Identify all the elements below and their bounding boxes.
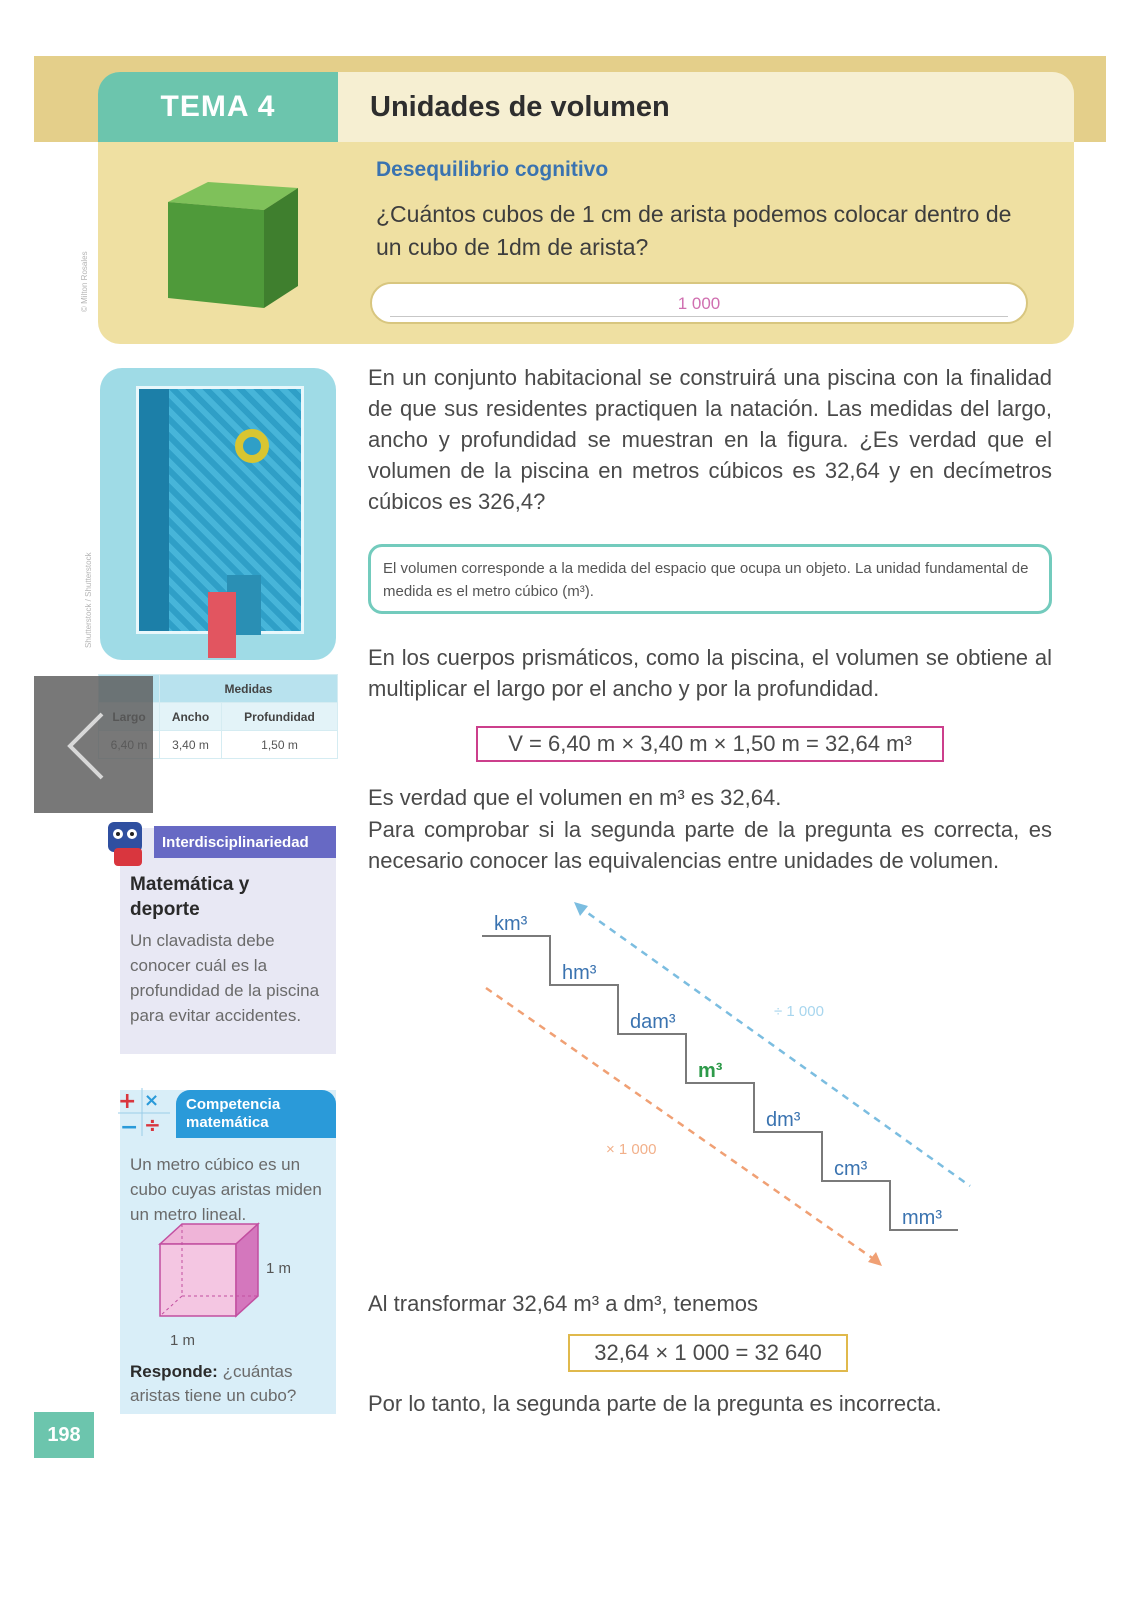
divide-label: ÷ 1 000 — [774, 1003, 824, 1020]
transform-paragraph: Al transformar 32,64 m³ a dm³, tenemos — [368, 1291, 759, 1316]
competencia-respond — [130, 1360, 326, 1408]
stair-unit-label: mm³ — [902, 1207, 942, 1229]
definition-box: El volumen corresponde a la medida del espacio que ocupa un objeto. La unidad fundamental de medida es el metro cúbico (m³). — [368, 544, 1052, 614]
col-ancho: Ancho — [159, 703, 221, 731]
desequilibrio-label: Desequilibrio cognitivo — [376, 158, 609, 181]
page-number: 198 — [34, 1412, 94, 1458]
prism-paragraph: En los cuerpos prismáticos, como la piscina, el volumen se obtiene al multiplicar el largo por el ancho y por la profundidad. — [368, 645, 1052, 701]
answer-field[interactable] — [370, 282, 1028, 324]
stair-unit-label: dam³ — [630, 1011, 676, 1033]
interdisciplinariedad-title: Matemática y deporte — [130, 874, 250, 920]
multiply-arrow-line — [486, 988, 878, 1262]
stair-unit-label: dm³ — [766, 1109, 801, 1131]
page-title: Unidades de volumen — [338, 72, 1074, 142]
multiply-label: × 1 000 — [606, 1141, 657, 1158]
answer-underline — [390, 316, 1008, 317]
verify-paragraph: Es verdad que el volumen en m³ es 32,64. — [368, 785, 782, 810]
header-card — [98, 72, 1074, 344]
competencia-tab-line2: matemática — [186, 1114, 269, 1131]
green-cube-illustration — [168, 182, 298, 308]
volume-formula: V = 6,40 m × 3,40 m × 1,50 m = 32,64 m³ — [476, 726, 944, 762]
stair-unit-label: cm³ — [834, 1158, 868, 1180]
interdisciplinariedad-tab: Interdisciplinariedad — [154, 826, 336, 858]
respond-label: Responde: — [130, 1362, 218, 1381]
photo-credit-pool: Shutterstock / Shutterstock — [84, 552, 93, 648]
stair-unit-label: hm³ — [562, 962, 597, 984]
stairs-line — [482, 936, 958, 1230]
multiply-arrow-head-icon — [868, 1252, 882, 1266]
mascot-icon — [100, 816, 156, 870]
conversion-formula: 32,64 × 1 000 = 32 640 — [568, 1334, 848, 1372]
previous-page-button[interactable] — [34, 676, 153, 813]
divide-arrow-head-icon — [574, 902, 588, 916]
cube-dimension-bottom: 1 m — [170, 1332, 196, 1349]
svg-text:÷: ÷ — [144, 1113, 161, 1137]
competencia-tab — [176, 1090, 336, 1138]
stair-unit-label: m³ — [698, 1060, 723, 1082]
val-profundidad: 1,50 m — [222, 731, 338, 759]
conclusion-paragraph: Por lo tanto, la segunda parte de la pregunta es incorrecta. — [368, 1391, 942, 1416]
col-profundidad: Profundidad — [222, 703, 338, 731]
desequilibrio-question: ¿Cuántos cubos de 1 cm de arista podemos colocar dentro de un cubo de 1dm de arista? — [376, 201, 1012, 260]
svg-text:−: − — [120, 1115, 139, 1138]
svg-text:+: + — [118, 1089, 137, 1114]
tema-label: TEMA 4 — [98, 72, 338, 142]
photo-credit-top: © Milton Rosales — [80, 251, 89, 312]
table-header: Medidas — [159, 675, 337, 703]
svg-text:×: × — [144, 1090, 160, 1111]
competencia-tab-line1: Competencia — [186, 1096, 281, 1113]
volume-units-stairs-diagram — [470, 896, 990, 1276]
chevron-left-icon — [34, 676, 153, 813]
intro-paragraph: En un conjunto habitacional se construirá una piscina con la finalidad de que sus residentes practiquen la natación. Las medidas del largo, ancho y profundidad se muestran en la figura. ¿Es verdad que el volumen de la piscina en metros cúbicos es 32,64 y en decímetros cúbicos es 326,4? — [368, 365, 1052, 514]
val-ancho: 3,40 m — [159, 731, 221, 759]
diving-board — [208, 592, 236, 658]
interdisciplinariedad-body: Un clavadista debe conocer cuál es la profundidad de la piscina para evitar accidentes. — [130, 931, 320, 1025]
answer-value: 1 000 — [677, 294, 721, 313]
swim-ring-icon — [235, 429, 269, 463]
pool-lane — [139, 389, 169, 631]
check-paragraph: Para comprobar si la segunda parte de la pregunta es correcta, es necesario conocer las equivalencias entre unidades de volumen. — [368, 817, 1052, 873]
competencia-body: Un metro cúbico es un cubo cuyas aristas miden un metro lineal. — [130, 1155, 322, 1224]
respond-text: ¿cuántas aristas tiene un cubo? — [130, 1362, 297, 1405]
stair-unit-label: km³ — [494, 913, 528, 935]
math-operations-icon — [116, 1086, 174, 1138]
pink-cube-illustration — [150, 1222, 262, 1322]
cube-dimension-right: 1 m — [266, 1260, 292, 1277]
